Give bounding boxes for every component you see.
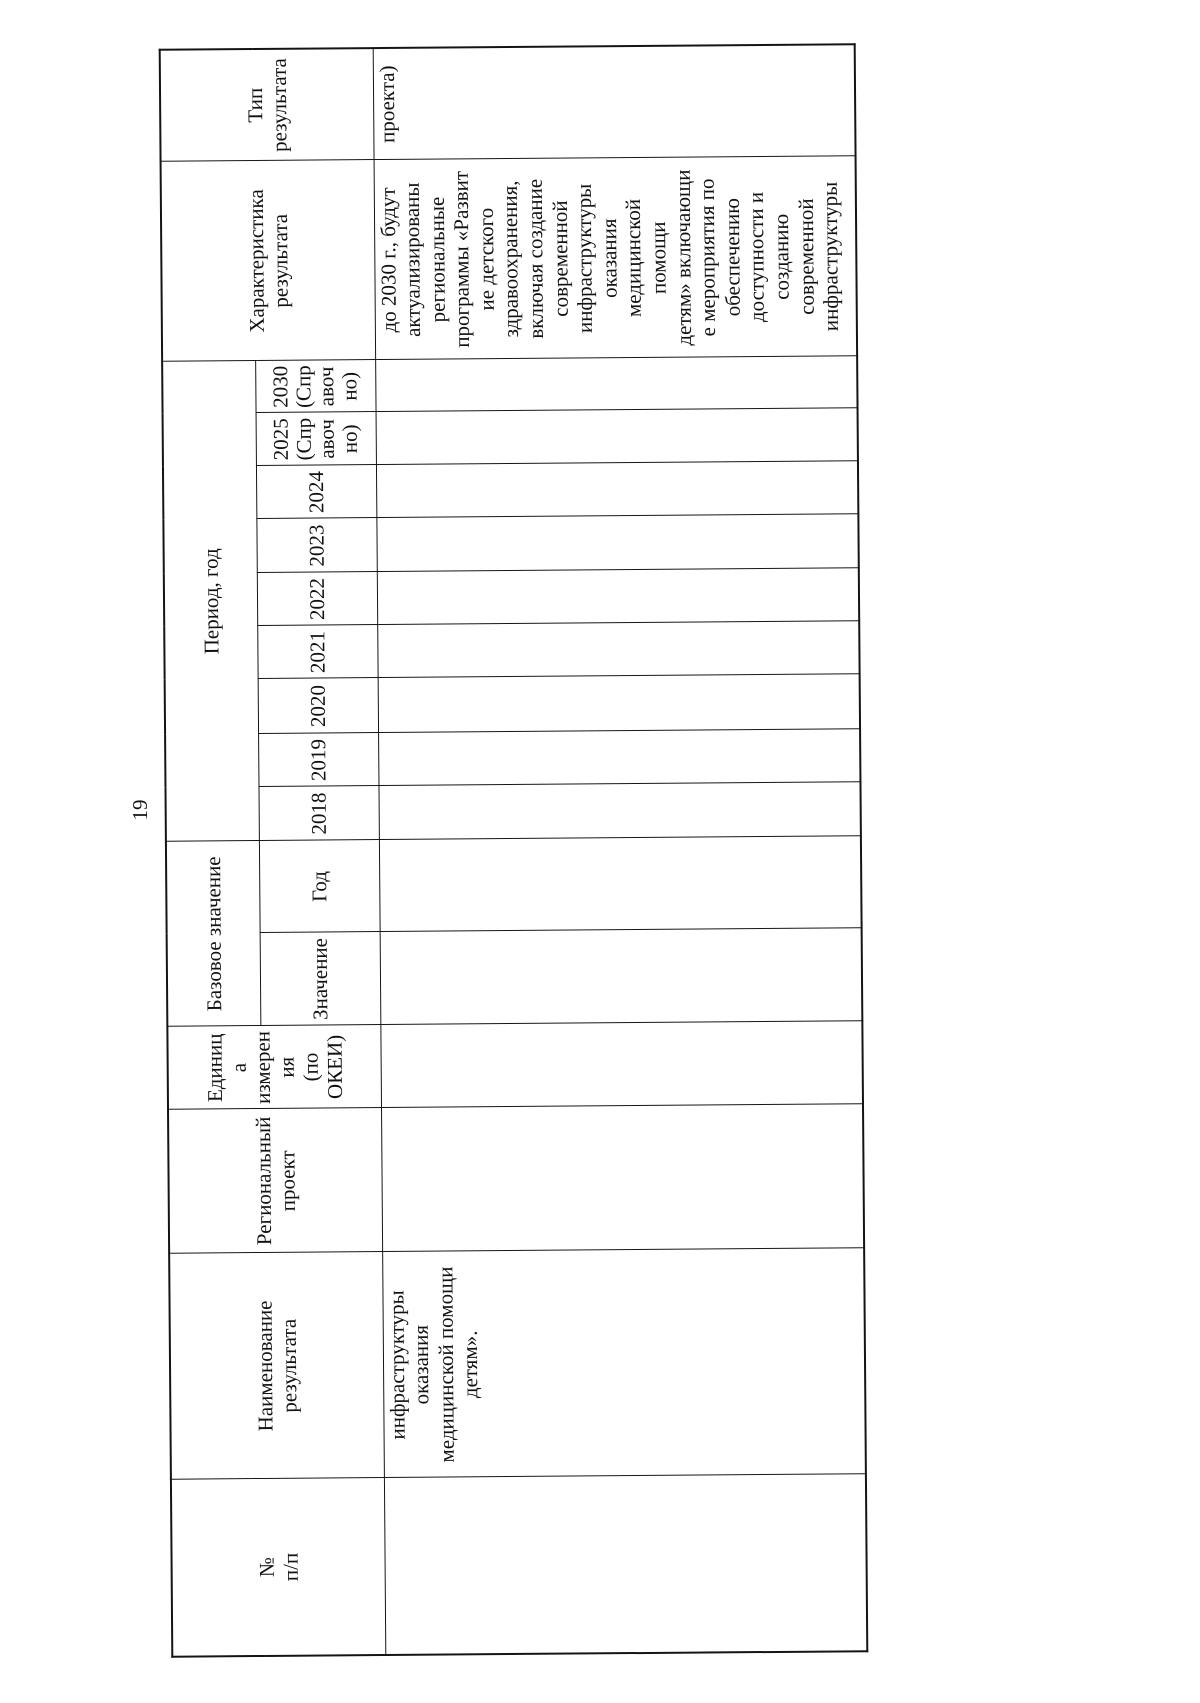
cell-result-type: проекта) [373, 44, 856, 160]
cell-unit [380, 1021, 863, 1108]
header-base-value: Значение [260, 932, 381, 1026]
header-characteristic: Характеристика результата [161, 160, 376, 362]
cell-year-2022 [377, 568, 859, 625]
cell-result-name: инфраструктуры оказания медицинской помощи детям». [382, 1248, 866, 1478]
header-year-2018: 2018 [258, 786, 378, 841]
results-table [159, 45, 867, 1657]
table-header-row-1 [160, 49, 266, 1657]
cell-year-2024 [376, 461, 858, 518]
page-number: 19 [128, 799, 152, 821]
header-year-2020: 2020 [258, 678, 378, 734]
table-row [373, 44, 868, 1655]
header-regional-project: Региональный проект [168, 1108, 382, 1254]
header-result-name: Наименование результата [169, 1252, 384, 1480]
cell-year-2030 [375, 356, 857, 412]
header-period: Период, год [162, 361, 259, 842]
cell-regional-project [381, 1104, 864, 1252]
header-base-value-group: Базовое значение [166, 841, 260, 1027]
cell-year-2023 [376, 514, 858, 572]
cell-year-2019 [378, 729, 860, 786]
header-year-2030: 2030 (Спр авоч но) [255, 360, 375, 413]
header-num: № п/п [171, 1478, 385, 1657]
cell-base-value [380, 928, 863, 1025]
header-year-2024: 2024 [256, 465, 376, 519]
header-result-type: Тип результата [160, 48, 374, 162]
header-year-2022: 2022 [257, 572, 377, 626]
cell-year-2021 [377, 621, 859, 678]
header-year-2019: 2019 [258, 733, 378, 787]
cell-characteristic: до 2030 г., будут актуализированы региональные программы «Развит ие детского здравоохранения, включая создание современной инфраструктуры оказания медицинской помощи детям» включающи е мероприятия по обеспечению доступности и созданию современной инфраструктуры [374, 156, 858, 360]
header-base-year: Год [259, 840, 380, 933]
cell-base-year [379, 836, 862, 932]
cell-num [384, 1474, 867, 1655]
results-table-grid [159, 43, 869, 1657]
cell-year-2025 [376, 408, 858, 465]
cell-year-2018 [378, 782, 860, 840]
header-year-2023: 2023 [256, 518, 376, 573]
header-unit: Единиц а измерен ия (по ОКЕИ) [167, 1025, 381, 1110]
header-year-2025: 2025 (Спр авоч но) [256, 412, 376, 466]
cell-year-2020 [378, 674, 860, 733]
header-year-2021: 2021 [257, 625, 377, 679]
